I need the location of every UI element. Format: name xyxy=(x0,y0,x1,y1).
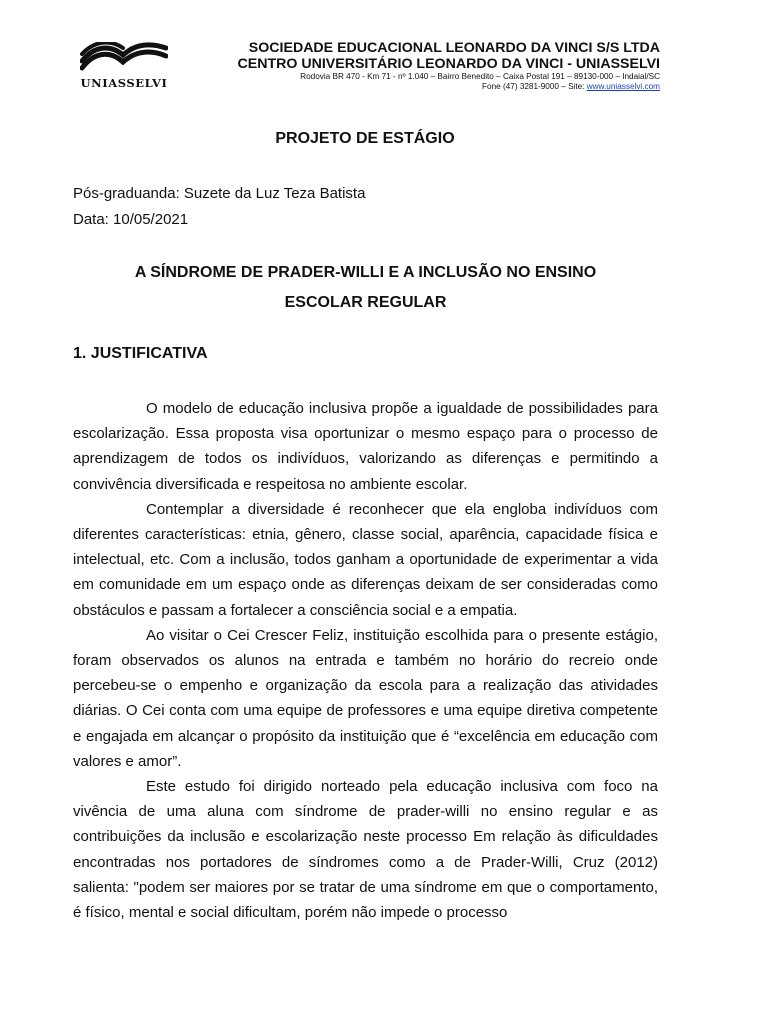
title-line-1: A SÍNDROME DE PRADER-WILLI E A INCLUSÃO NO ENSINO xyxy=(134,264,597,281)
paragraph: O modelo de educação inclusiva propõe a igualdade de possibilidades para escolarização. Essa proposta visa oportunizar o mesmo espaço para o processo de aprendizagem de todos os indivíduos, valorizando as diferenças e permitindo a convivência diversificada e respeitosa no ambiente escolar. xyxy=(73,400,658,493)
institution-name: SOCIEDADE EDUCACIONAL LEONARDO DA VINCI S/S LTDA xyxy=(248,40,660,56)
paragraph: Este estudo foi dirigido norteado pela educação inclusiva com foco na vivência de uma aluna com síndrome de prader-willi no ensino regular e as contribuições da inclusão e escolarização neste processo Em relação às dificuldades encontradas nos portadores de síndromes como a de Prader-Willi, Cruz (2012) salienta: "podem ser maiores por se tratar de uma síndrome em que o comportamento, é físico, mental e social dificultam, porém não impede o processo xyxy=(73,778,658,922)
book-wings-icon xyxy=(80,42,168,76)
uniasselvi-logo xyxy=(78,42,170,92)
date-line: Data: 10/05/2021 xyxy=(73,211,189,228)
document-title xyxy=(73,258,658,318)
body-text xyxy=(73,396,658,925)
paragraph: Contemplar a diversidade é reconhecer que ela engloba indivíduos com diferentes características: etnia, gênero, classe social, aparência, capacidade física e intelectual, etc. Com a inclusão, todos ganham a oportunidade de experimentar a vida em comunidade em um espaço onde as diferenças deixam de ser consideradas como obstáculos e passam a fortalecer a consciência social e a empatia. xyxy=(73,500,658,619)
title-line-2: ESCOLAR REGULAR xyxy=(284,294,447,311)
university-name: CENTRO UNIVERSITÁRIO LEONARDO DA VINCI - UNIASSELVI xyxy=(237,56,660,72)
institution-contact xyxy=(180,82,660,92)
letterhead xyxy=(78,40,660,100)
project-title: PROJETO DE ESTÁGIO xyxy=(275,130,455,147)
section-heading: 1. JUSTIFICATIVA xyxy=(73,345,208,362)
paragraph: Ao visitar o Cei Crescer Feliz, instituição escolhida para o presente estágio, foram observados os alunos na entrada e também no horário do recreio onde percebeu-se o empenho e organização da escola para a realização das atividades diárias. O Cei conta com uma equipe de professores e uma equipe diretiva competente e engajada em alcançar o propósito da instituição que é “excelência em educação com valores e amor”. xyxy=(73,626,658,770)
institution-block xyxy=(180,40,660,92)
site-link[interactable]: www.uniasselvi.com xyxy=(586,82,660,91)
author-line: Pós-graduanda: Suzete da Luz Teza Batista xyxy=(73,185,366,202)
logo-wordmark: UNIASSELVI xyxy=(80,76,168,90)
institution-address: Rodovia BR 470 - Km 71 - nº 1.040 – Bairro Benedito – Caixa Postal 191 – 89130-000 – Indaial/SC xyxy=(300,72,660,81)
phone-text: Fone (47) 3281-9000 – Site: xyxy=(482,82,587,91)
